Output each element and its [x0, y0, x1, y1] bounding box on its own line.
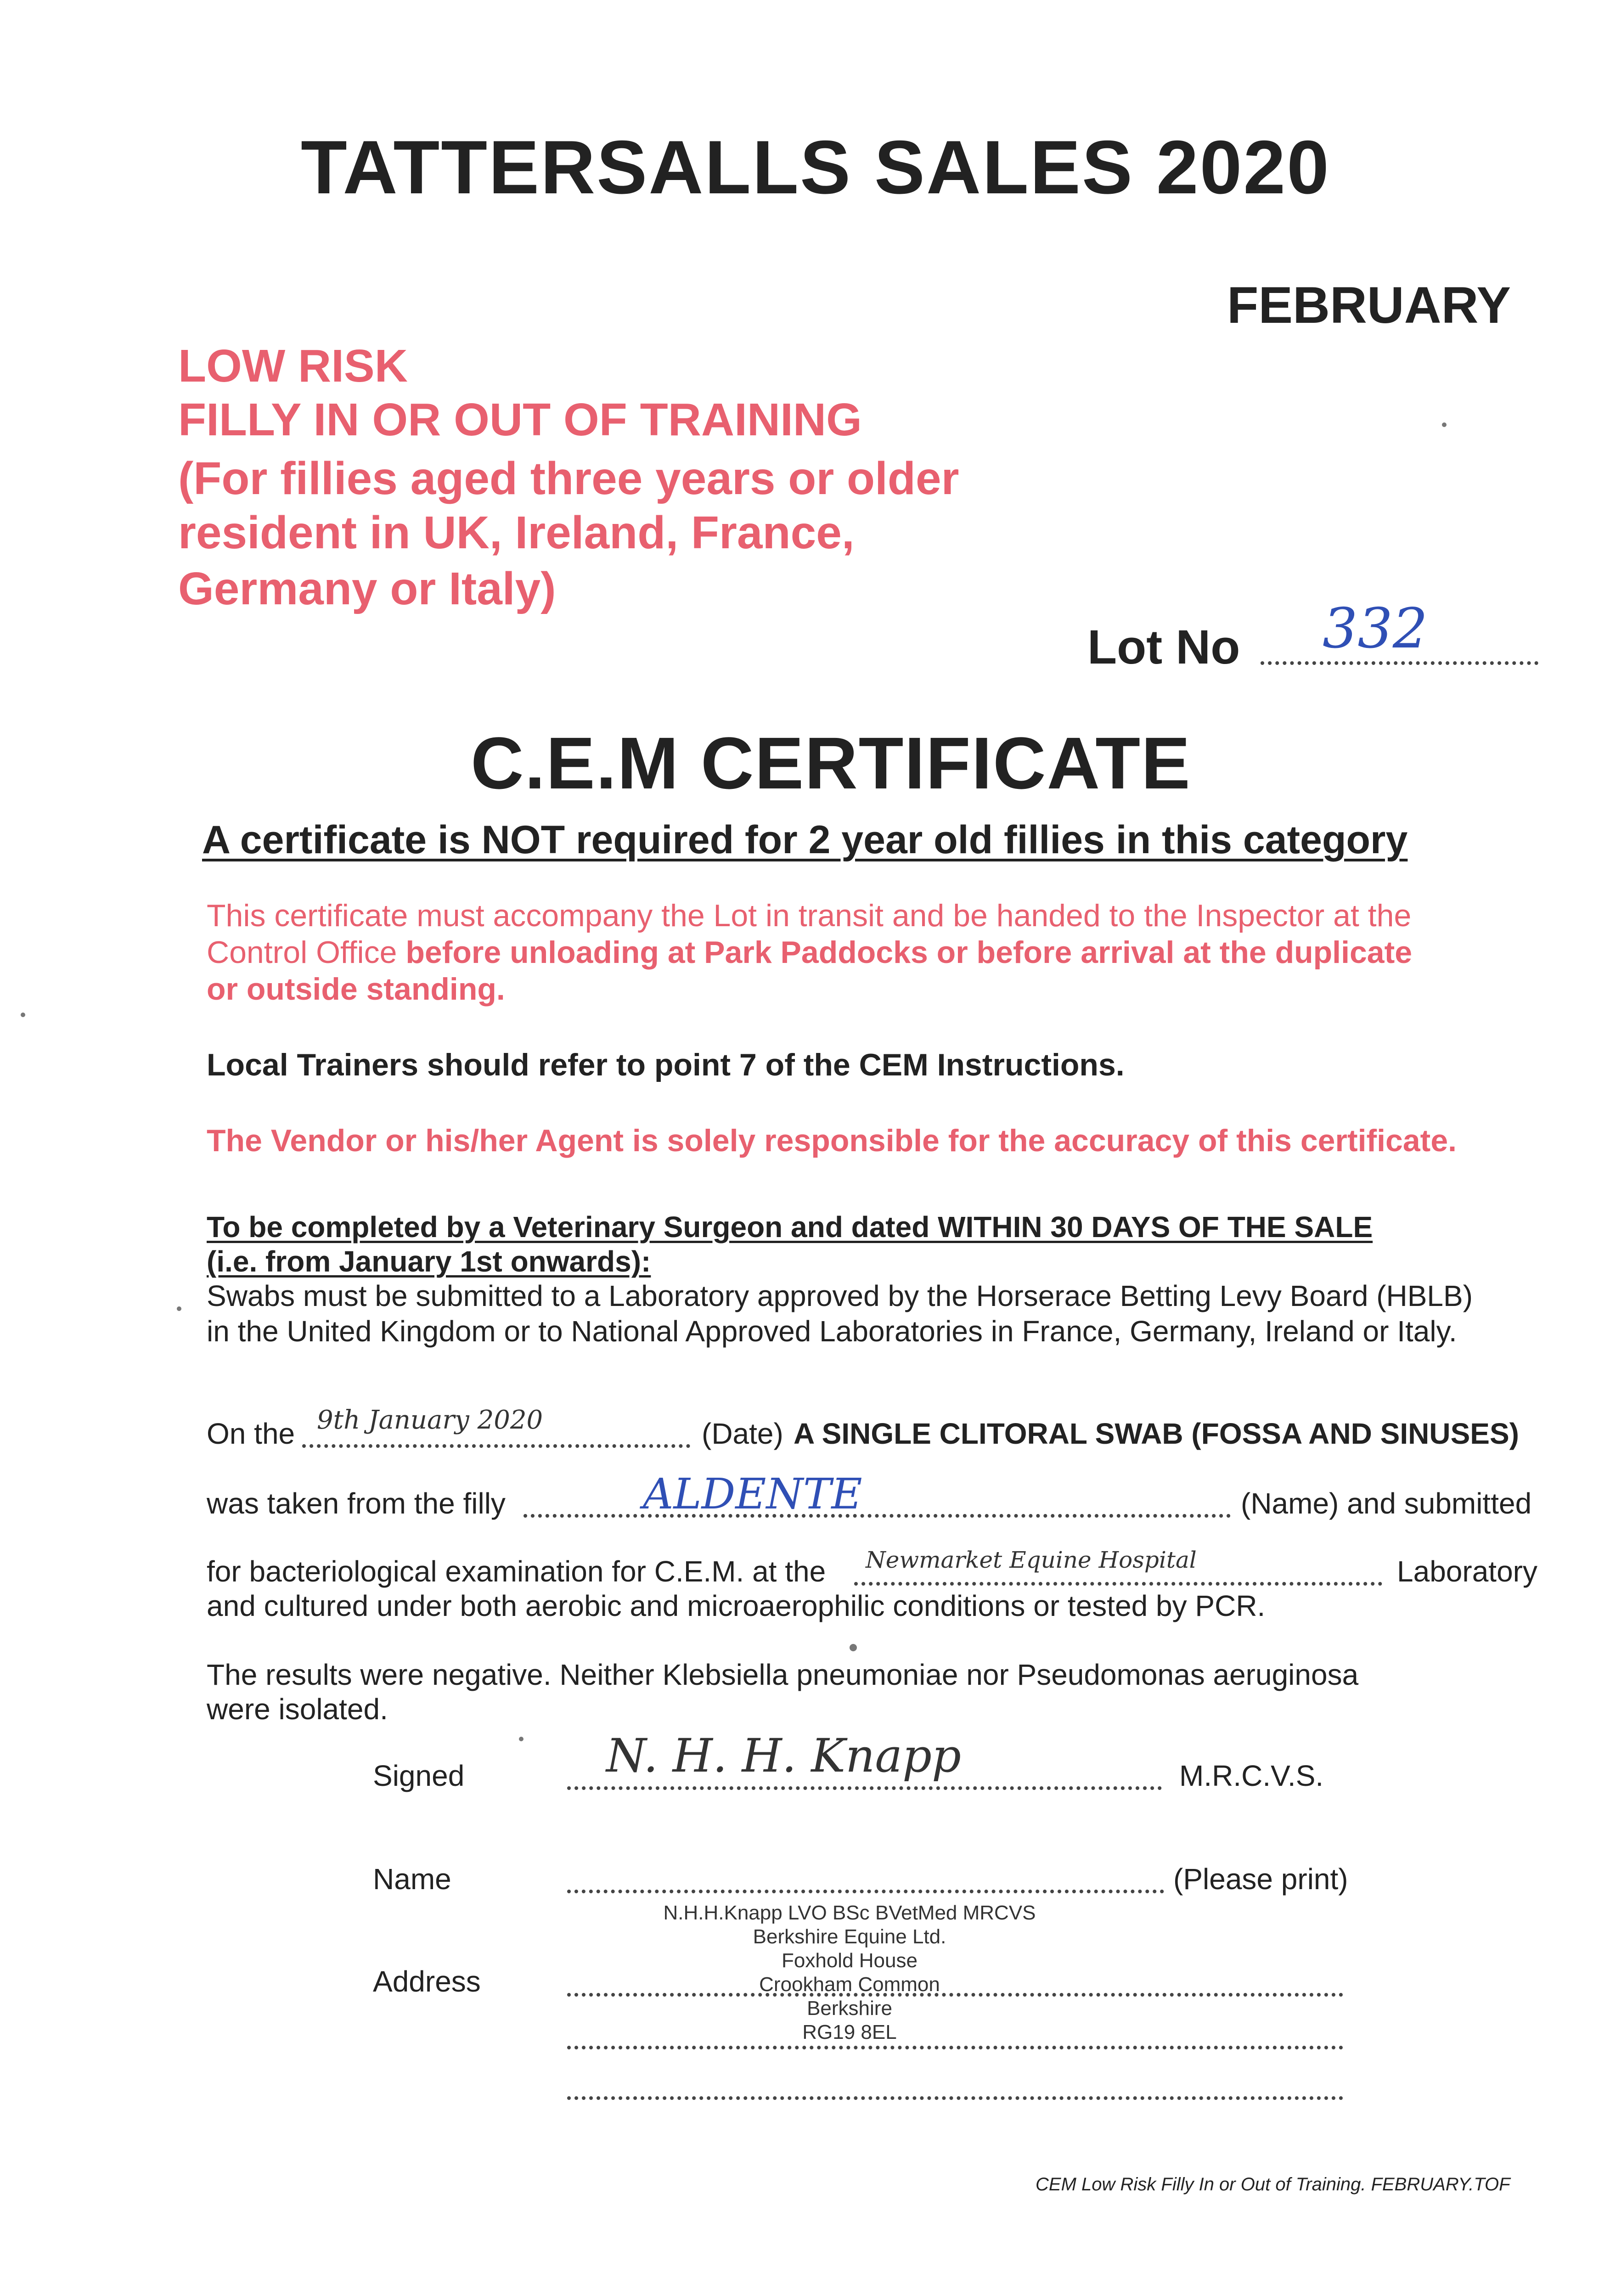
category-line-4: resident in UK, Ireland, France, — [178, 507, 855, 558]
address-dotted-line-2 — [567, 2046, 1343, 2049]
lab-label: Laboratory — [1397, 1555, 1537, 1588]
category-line-5: Germany or Italy) — [178, 563, 556, 614]
address-dotted-line-3 — [567, 2096, 1343, 2100]
lab-dotted-line — [854, 1582, 1382, 1586]
notice-line-3: or outside standing. — [207, 972, 505, 1007]
stamp-line-5: Berkshire — [807, 1997, 892, 2020]
lot-number-value: 332 — [1323, 597, 1428, 661]
vet-instruction-line-2: in the United Kingdom or to National Approved Laboratories in France, Germany, Ireland or Italy. — [207, 1315, 1457, 1348]
category-line-1: LOW RISK — [178, 340, 408, 392]
local-trainers-note: Local Trainers should refer to point 7 of the CEM Instructions. — [207, 1047, 1125, 1082]
address-label: Address — [373, 1965, 481, 1998]
taken-from-label: was taken from the filly — [207, 1487, 506, 1520]
stamp-line-1: N.H.H.Knapp LVO BSc BVetMed MRCVS — [663, 1902, 1036, 1924]
page-title: TATTERSALLS SALES 2020 — [301, 125, 1330, 209]
swab-description: A SINGLE CLITORAL SWAB (FOSSA AND SINUSES) — [794, 1417, 1519, 1450]
footer-reference: CEM Low Risk Filly In or Out of Training. FEBRUARY.TOF — [1036, 2174, 1510, 2195]
scan-speck — [1442, 422, 1447, 427]
notice-line-2-normal: Control Office — [207, 935, 397, 970]
stamp-line-2: Berkshire Equine Ltd. — [753, 1925, 946, 1948]
lot-number-label: Lot No — [1087, 620, 1240, 674]
name-label: Name — [373, 1863, 451, 1896]
date-dotted-line — [302, 1444, 690, 1448]
vendor-responsibility-note: The Vendor or his/her Agent is solely responsible for the accuracy of this certificate. — [207, 1123, 1457, 1158]
cultured-text: and cultured under both aerobic and microaerophilic conditions or tested by PCR. — [207, 1589, 1266, 1622]
scan-speck — [177, 1306, 181, 1311]
results-line-2: were isolated. — [207, 1693, 388, 1726]
stamp-line-4: Crookham Common — [759, 1973, 940, 1996]
form-on-the-label: On the — [207, 1417, 295, 1450]
scan-speck — [850, 1644, 857, 1651]
scan-speck — [519, 1737, 524, 1741]
stamp-line-3: Foxhold House — [782, 1949, 918, 1972]
vet-heading-line-2: (i.e. from January 1st onwards): — [207, 1245, 651, 1278]
certificate-title: C.E.M CERTIFICATE — [471, 722, 1191, 804]
scan-speck — [21, 1013, 25, 1017]
lot-number-dotted-line — [1261, 661, 1538, 665]
sale-month: FEBRUARY — [1227, 276, 1511, 334]
notice-line-1: This certificate must accompany the Lot in transit and be handed to the Inspector at the — [207, 898, 1412, 933]
vet-instruction-line-1: Swabs must be submitted to a Laboratory approved by the Horserace Betting Levy Board (HBLB) — [207, 1279, 1473, 1312]
stamp-line-6: RG19 8EL — [802, 2021, 897, 2043]
vet-stamp — [611, 1901, 1088, 2044]
results-line-1: The results were negative. Neither Klebsiella pneumoniae nor Pseudomonas aeruginosa — [207, 1658, 1359, 1691]
signed-label: Signed — [373, 1759, 465, 1792]
exam-text: for bacteriological examination for C.E.M. at the — [207, 1555, 826, 1588]
signature-value: N. H. H. Knapp — [606, 1729, 961, 1783]
date-label: (Date) — [702, 1417, 783, 1450]
name-dotted-line — [567, 1890, 1164, 1893]
please-print-label: (Please print) — [1173, 1863, 1348, 1896]
filly-name-dotted-line — [524, 1514, 1231, 1518]
category-line-2: FILLY IN OR OUT OF TRAINING — [178, 394, 862, 445]
filly-name-label: (Name) and submitted — [1241, 1487, 1532, 1520]
vet-heading-line-1: To be completed by a Veterinary Surgeon and dated WITHIN 30 DAYS OF THE SALE — [207, 1210, 1373, 1244]
date-value: 9th January 2020 — [317, 1405, 543, 1435]
notice-line-2-bold: before unloading at Park Paddocks or before arrival at the duplicate — [405, 935, 1413, 970]
lab-value: Newmarket Equine Hospital — [866, 1547, 1197, 1573]
mrcvs-label: M.R.C.V.S. — [1179, 1759, 1324, 1792]
signature-dotted-line — [567, 1786, 1162, 1790]
certificate-subtitle: A certificate is NOT required for 2 year old fillies in this category — [202, 818, 1408, 862]
filly-name-value: ALDENTE — [643, 1469, 862, 1519]
category-line-3: (For fillies aged three years or older — [178, 453, 959, 504]
notice-line-2 — [207, 934, 1412, 970]
